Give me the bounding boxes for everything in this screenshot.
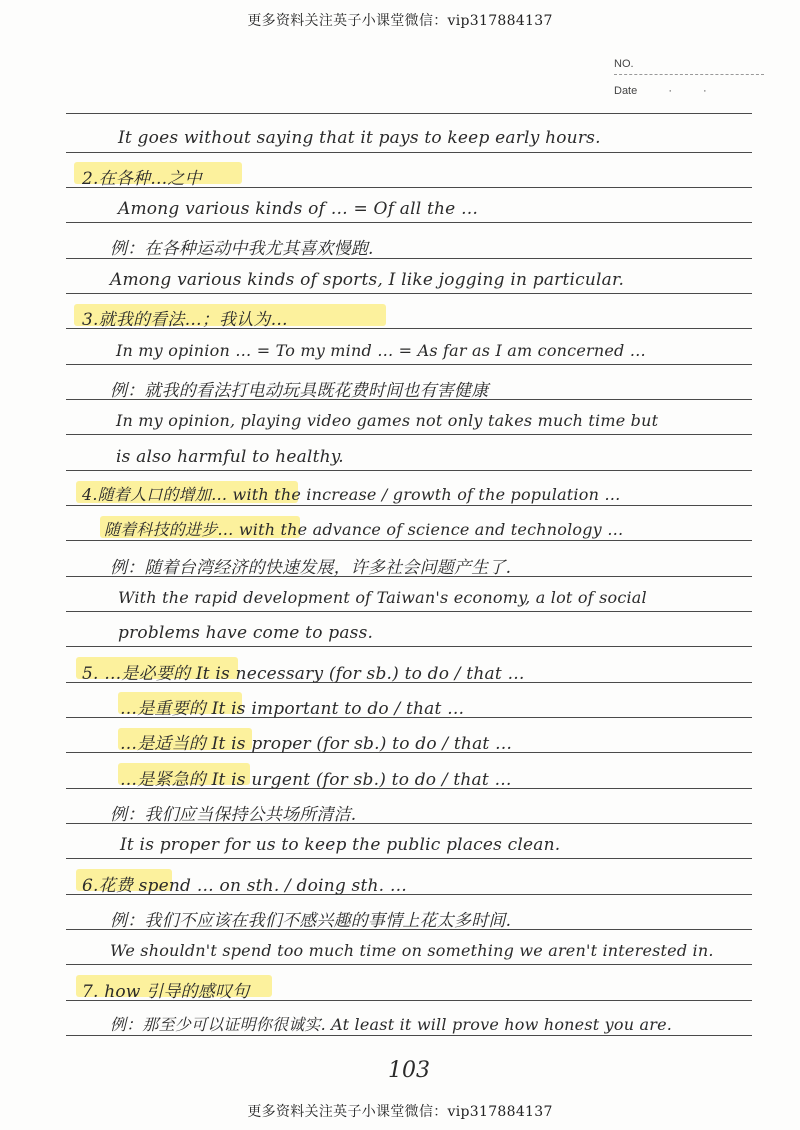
ruled-line: [66, 293, 752, 294]
note-line: We shouldn't spend too much time on something we aren't interested in.: [110, 941, 714, 960]
number-field: [614, 58, 764, 75]
section-heading: 3.就我的看法…；我认为…: [82, 310, 288, 330]
ruled-line: [66, 858, 752, 859]
ruled-line: [66, 964, 752, 965]
ruled-line: [66, 505, 752, 506]
note-line: It goes without saying that it pays to keep early hours.: [118, 128, 601, 148]
ruled-line: [66, 1035, 752, 1036]
ruled-line: [66, 222, 752, 223]
note-line: …是紧急的 It is urgent (for sb.) to do / that …: [120, 770, 512, 790]
section-heading: 2.在各种…之中: [82, 169, 202, 189]
ruled-line: [66, 364, 752, 365]
ruled-line: [66, 470, 752, 471]
section-heading: 5. …是必要的 It is necessary (for sb.) to do / that …: [82, 664, 525, 684]
watermark-top: 更多资料关注英子小课堂微信：vip317884137: [247, 13, 553, 29]
ruled-line: [66, 152, 752, 153]
ruled-line: [66, 611, 752, 612]
ruled-line: [66, 646, 752, 647]
number-label: NO.: [614, 58, 634, 70]
note-line: With the rapid development of Taiwan's economy, a lot of social: [118, 588, 647, 607]
note-line: is also harmful to healthy.: [116, 447, 344, 467]
date-label: Date: [614, 85, 638, 97]
page-number: 103: [388, 1058, 430, 1083]
note-line: problems have come to pass.: [118, 623, 374, 643]
page-header-meta: [614, 58, 764, 101]
ruled-line: [66, 540, 752, 541]
watermark-bottom: 更多资料关注英子小课堂微信：vip317884137: [247, 1104, 553, 1120]
note-line: In my opinion, playing video games not only takes much time but: [116, 411, 659, 430]
example-line: 例：我们应当保持公共场所清洁.: [110, 805, 357, 825]
ruled-line: [66, 113, 752, 114]
date-field: [614, 85, 764, 101]
note-line: 随着科技的进步… with the advance of science and technology …: [104, 520, 624, 539]
ruled-line: [66, 434, 752, 435]
note-line: …是重要的 It is important to do / that …: [120, 699, 465, 719]
section-heading: 7. how 引导的感叹句: [82, 982, 250, 1002]
example-line: 例：我们不应该在我们不感兴趣的事情上花太多时间.: [110, 911, 512, 931]
example-line: 例：随着台湾经济的快速发展，许多社会问题产生了.: [110, 558, 512, 578]
note-line: It is proper for us to keep the public places clean.: [120, 835, 561, 855]
note-line: Among various kinds of sports, I like jogging in particular.: [110, 270, 625, 290]
example-line: 例：就我的看法打电动玩具既花费时间也有害健康: [110, 381, 489, 401]
section-heading: 4.随着人口的增加… with the increase / growth of the population …: [82, 485, 621, 504]
note-line: In my opinion … = To my mind … = As far as I am concerned …: [116, 341, 646, 360]
example-line: 例：那至少可以证明你很诚实. At least it will prove how honest you are.: [110, 1015, 673, 1034]
note-line: …是适当的 It is proper (for sb.) to do / that …: [120, 734, 513, 754]
date-dots: · ·: [668, 85, 721, 97]
section-heading: 6.花费 spend … on sth. / doing sth. …: [82, 876, 408, 896]
note-line: Among various kinds of … = Of all the …: [118, 199, 479, 219]
example-line: 例：在各种运动中我尤其喜欢慢跑.: [110, 239, 374, 259]
